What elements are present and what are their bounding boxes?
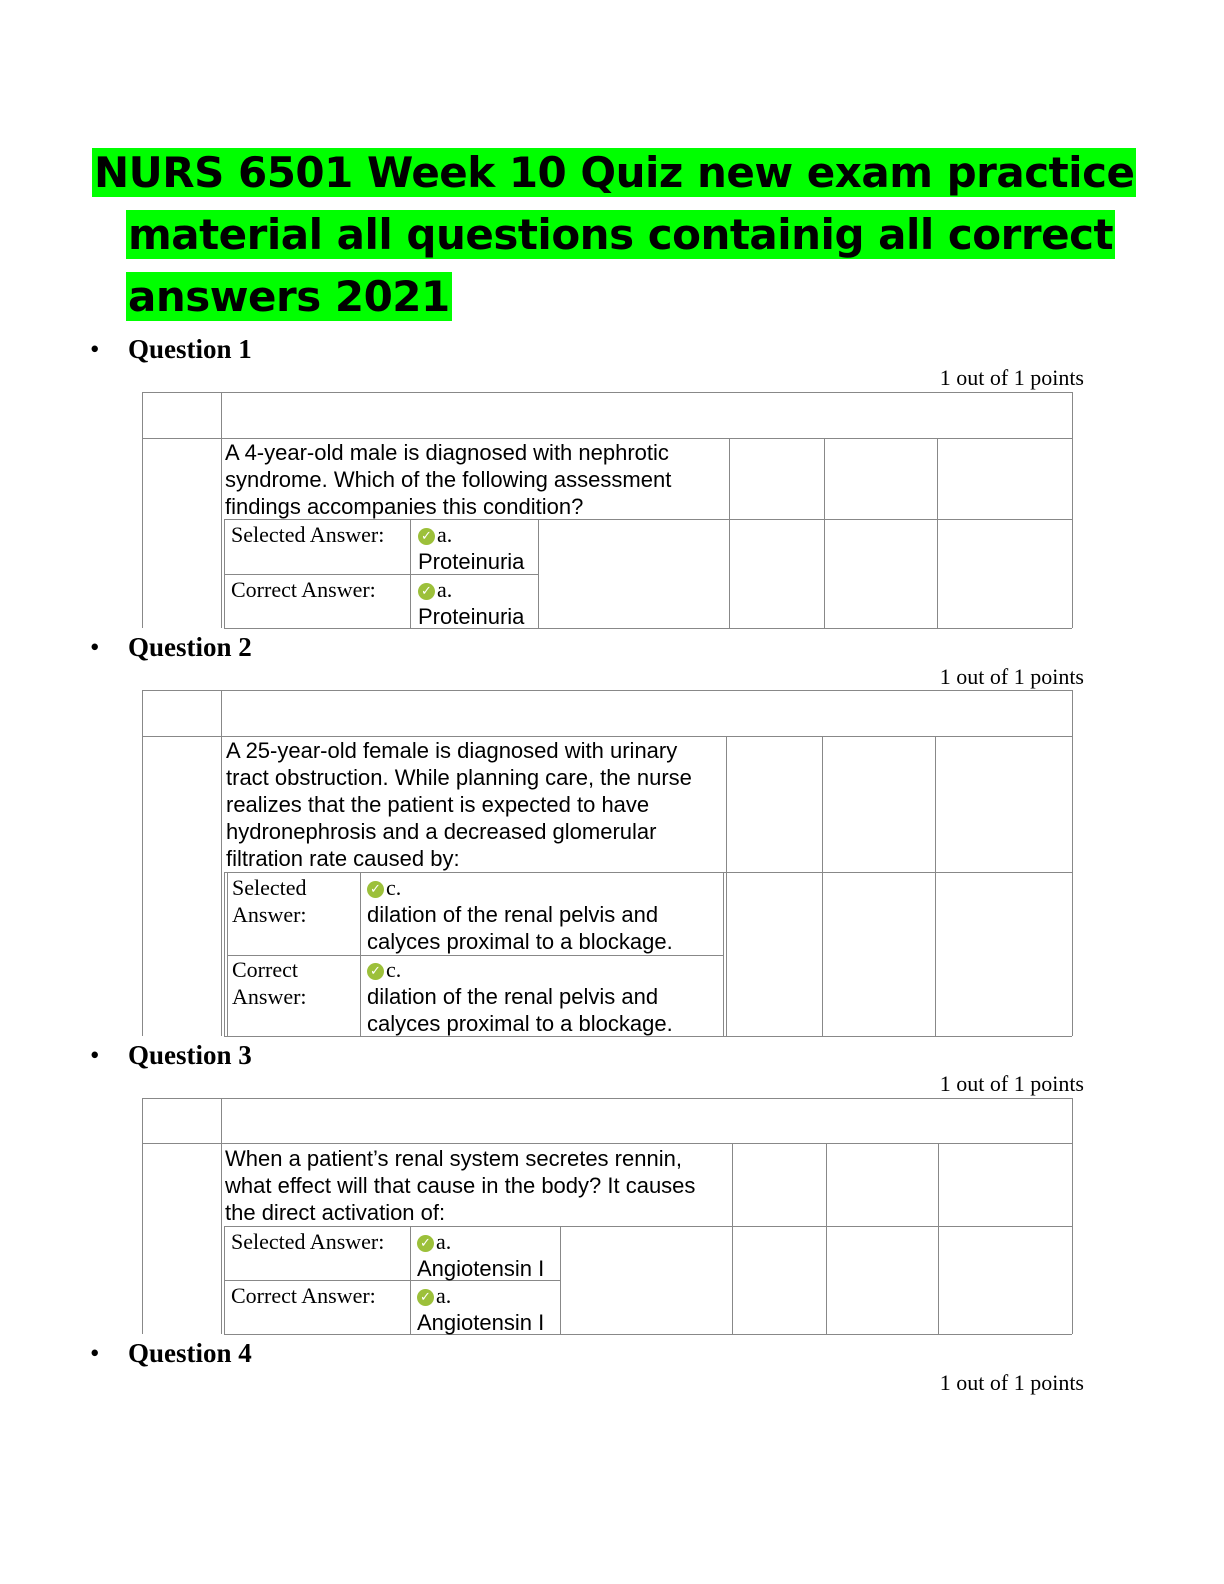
check-icon: ✓ xyxy=(417,1235,434,1252)
correct-answer: ✓ c. dilation of the renal pelvis and calyces proximal to a blockage. xyxy=(367,957,673,1036)
question-3-heading: • Question 3 xyxy=(90,1040,252,1070)
correct-answer-label: Correct Answer: xyxy=(232,957,307,1009)
title-line-1: NURS 6501 Week 10 Quiz new exam practice xyxy=(94,148,1135,197)
selected-answer: ✓ a. Proteinuria xyxy=(418,522,525,574)
bullet: • xyxy=(90,632,100,662)
correct-answer-label: Correct Answer: xyxy=(231,1283,376,1308)
selected-answer: ✓ c. dilation of the renal pelvis and calyces proximal to a blockage. xyxy=(367,875,673,954)
document-title xyxy=(92,142,1135,328)
question-1-heading: • Question 1 xyxy=(90,334,252,364)
question-3-points: 1 out of 1 points xyxy=(939,1071,1084,1096)
question-1-points: 1 out of 1 points xyxy=(939,365,1084,390)
correct-answer: ✓ a. Angiotensin I xyxy=(417,1283,545,1335)
correct-answer: ✓ a. Proteinuria xyxy=(418,577,525,629)
title-line-3: answers 2021 xyxy=(128,272,450,321)
bullet: • xyxy=(90,1338,100,1368)
question-4-points: 1 out of 1 points xyxy=(939,1370,1084,1395)
question-1-text: A 4-year-old male is diagnosed with nephrotic syndrome. Which of the following assessment findings accompanies this condition? xyxy=(225,440,672,519)
check-icon: ✓ xyxy=(418,528,435,545)
check-icon: ✓ xyxy=(367,881,384,898)
check-icon: ✓ xyxy=(417,1289,434,1306)
selected-answer-label: Selected Answer: xyxy=(231,522,385,547)
question-2-points: 1 out of 1 points xyxy=(939,664,1084,689)
question-2-text: A 25-year-old female is diagnosed with urinary tract obstruction. While planning care, the nurse realizes that the patient is expected to have hydronephrosis and a decreased glomerular filtration rate caused by: xyxy=(226,738,692,871)
correct-answer-label: Correct Answer: xyxy=(231,577,376,602)
question-2-heading: • Question 2 xyxy=(90,632,252,662)
bullet: • xyxy=(90,1040,100,1070)
title-line-2: material all questions containig all correct xyxy=(128,210,1114,259)
selected-answer-label: Selected Answer: xyxy=(232,875,307,927)
check-icon: ✓ xyxy=(418,583,435,600)
selected-answer-label: Selected Answer: xyxy=(231,1229,385,1254)
bullet: • xyxy=(90,334,100,364)
question-4-heading: • Question 4 xyxy=(90,1338,252,1368)
check-icon: ✓ xyxy=(367,963,384,980)
question-3-text: When a patient’s renal system secretes rennin, what effect will that cause in the body? It causes the direct activation of: xyxy=(225,1146,696,1225)
selected-answer: ✓ a. Angiotensin I xyxy=(417,1229,545,1281)
